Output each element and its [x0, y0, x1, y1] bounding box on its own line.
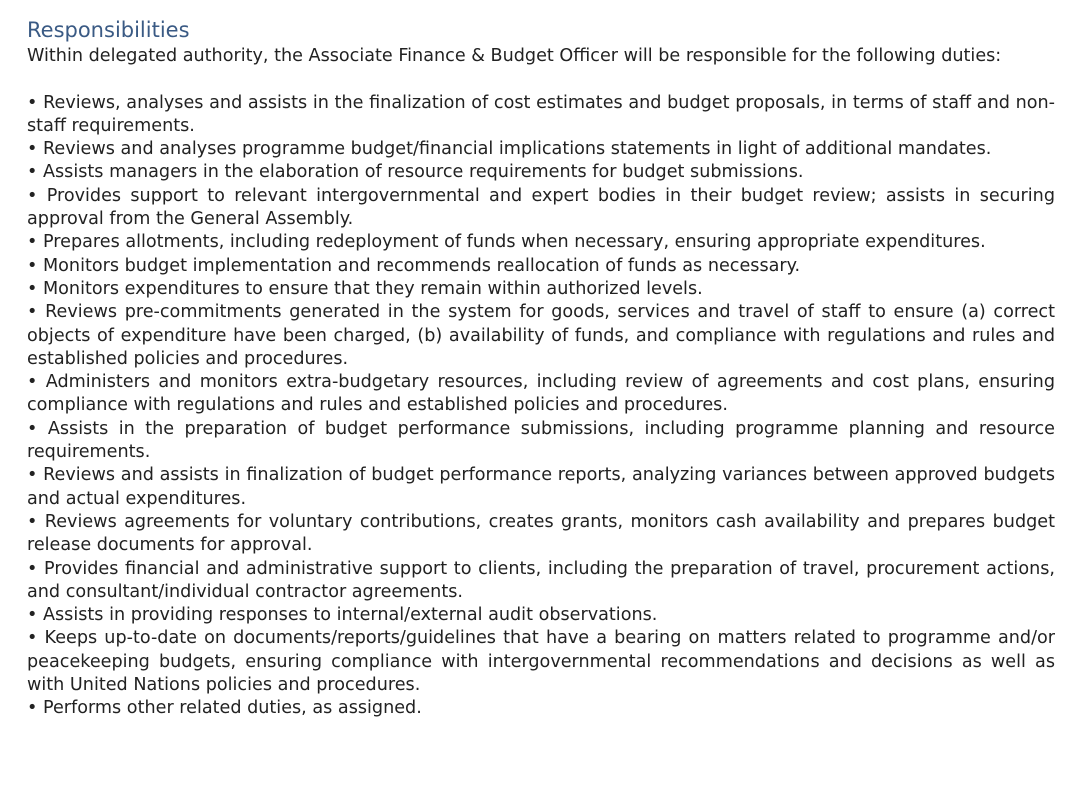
- duty-item: [27, 185, 1055, 232]
- duty-text: Reviews, analyses and assists in the finalization of cost estimates and budget proposals, in terms of staff and non-staff requirements.: [27, 92, 1055, 136]
- bullet: •: [27, 511, 38, 532]
- duty-text: Reviews pre-commitments generated in the system for goods, services and travel of staff to ensure (a) correct objects of expenditure have been charged, (b) availability of funds, and compliance with regulations and rules and established policies and procedures.: [27, 302, 1055, 369]
- duty-item: [27, 278, 1055, 301]
- bullet: •: [27, 302, 38, 323]
- duty-item: [27, 418, 1055, 465]
- duty-text: Keeps up-to-date on documents/reports/guidelines that have a bearing on matters related to programme and/or peacekeeping budgets, ensuring compliance with intergovernmental recommendations and decisions as well as with United Nations policies and procedures.: [27, 628, 1055, 696]
- responsibilities-section: [27, 16, 1055, 721]
- duty-text: Assists in providing responses to internal/external audit observations.: [42, 605, 658, 626]
- duty-text: Administers and monitors extra-budgetary resources, including review of agreements and cost plans, ensuring compliance with regulations and rules and established policies and procedures.: [27, 372, 1056, 416]
- duty-item: [27, 138, 1055, 161]
- duty-item: [27, 231, 1055, 254]
- bullet: •: [27, 372, 38, 393]
- bullet: •: [27, 558, 38, 579]
- bullet: •: [27, 278, 38, 299]
- duty-text: Assists managers in the elaboration of resource requirements for budget submissions.: [42, 162, 804, 183]
- duty-text: Prepares allotments, including redeployment of funds when necessary, ensuring appropriate expenditures.: [42, 232, 986, 253]
- bullet: •: [27, 418, 38, 439]
- duty-item: [27, 92, 1055, 139]
- bullet: •: [27, 605, 38, 626]
- duty-item: [27, 255, 1055, 278]
- duty-item: [27, 604, 1055, 627]
- duty-text: Monitors budget implementation and recommends reallocation of funds as necessary.: [42, 255, 801, 276]
- bullet: •: [27, 698, 38, 719]
- duty-item: [27, 558, 1055, 605]
- duty-item: [27, 464, 1055, 511]
- duty-text: Reviews and assists in finalization of budget performance reports, analyzing variances between approved budgets and actual expenditures.: [27, 465, 1055, 509]
- duty-text: Assists in the preparation of budget performance submissions, including programme planning and resource requirements.: [27, 418, 1055, 463]
- duties-list: [27, 92, 1055, 721]
- duty-item: [27, 161, 1055, 184]
- duty-text: Provides financial and administrative support to clients, including the preparation of travel, procurement actions, and consultant/individual contractor agreements.: [27, 558, 1055, 602]
- duty-text: Provides support to relevant intergovernmental and expert bodies in their budget review; assists in securing approval from the General Assembly.: [27, 185, 1055, 230]
- bullet: •: [27, 139, 38, 160]
- duty-item: [27, 697, 1055, 720]
- bullet: •: [27, 232, 38, 253]
- duty-text: Reviews and analyses programme budget/financial implications statements in light of additional mandates.: [42, 139, 992, 160]
- duty-text: Reviews agreements for voluntary contributions, creates grants, monitors cash availability and prepares budget release documents for approval.: [27, 511, 1056, 556]
- bullet: •: [27, 628, 38, 649]
- intro-paragraph: Within delegated authority, the Associate Finance & Budget Officer will be responsible for the following duties:: [27, 46, 1002, 66]
- duty-text: Performs other related duties, as assigned.: [42, 698, 422, 719]
- bullet: •: [27, 255, 38, 276]
- bullet: •: [27, 92, 38, 113]
- bullet: •: [27, 162, 38, 183]
- duty-text: Monitors expenditures to ensure that they remain within authorized levels.: [42, 278, 703, 299]
- bullet: •: [27, 465, 38, 486]
- duty-item: [27, 371, 1055, 418]
- duty-item: [27, 511, 1055, 558]
- bullet: •: [27, 185, 38, 206]
- duty-item: [27, 627, 1055, 697]
- duty-item: [27, 301, 1055, 371]
- section-title: Responsibilities: [27, 18, 190, 42]
